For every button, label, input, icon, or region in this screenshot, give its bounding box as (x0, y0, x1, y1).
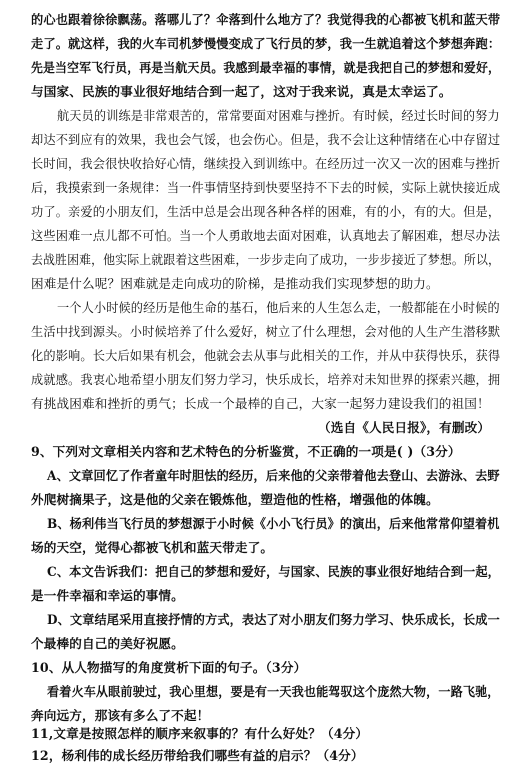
passage-line: 生活中找到源头。小时候培养了什么爱好，树立了什么理想，会对他的人生产生潜移默 (31, 324, 501, 339)
passage-line: 去战胜困难，他实际上就跟着这些困难，一步步走向了成功，一步步接近了梦想。所以， (31, 252, 501, 267)
passage-line: 困难是什么呢？困难就是走向成功的阶梯，是推动我们实现梦想的助力。 (31, 276, 439, 291)
passage-line: 后，我摸索到一条规律：当一件事情坚持到快要坚持不下去的时候，实际上就快接近成 (31, 180, 501, 195)
source-citation: （选自《人民日报》，有删改） (318, 420, 491, 435)
option-a: A、文章回忆了作者童年时胆怯的经历，后来他的父亲带着他去登山、去游泳、去野 (47, 468, 500, 483)
option-d: D、文章结尾采用直接抒情的方式，表达了对小朋友们努力学习、快乐成长，长成一 (47, 612, 500, 627)
passage-line: 航天员的训练是非常艰苦的，常常要面对困难与挫折。有时候，经过长时间的努力 (57, 108, 500, 123)
passage-line: 先是当空军飞行员，再是当航天员。我感到最幸福的事情，就是我把自己的梦想和爱好， (31, 60, 501, 75)
question-10-stem: 10、从人物描写的角度赏析下面的句子。（3分） (31, 660, 307, 675)
passage-line: 却达不到应有的效果，我也会气馁，也会伤心。但是，我不会让这种情绪在心中存留过 (31, 132, 501, 147)
option-b: B、杨利伟当飞行员的梦想源于小时候《小小飞行员》的演出，后来他常常仰望着机 (47, 516, 500, 531)
option-c: C、本文告诉我们：把自己的梦想和爱好，与国家、民族的事业很好地结合到一起， (47, 564, 500, 579)
option-d: 个最棒的自己的美好祝愿。 (31, 636, 184, 651)
question-9-stem: 9、下列对文章相关内容和艺术特色的分析鉴赏，不正确的一项是( )（3分） (31, 444, 461, 459)
passage-line: 的心也跟着徐徐飘荡。落哪儿了？伞落到什么地方了？我觉得我的心都被飞机和蓝天带 (31, 12, 501, 27)
passage-line: 有挑战困难和挫折的勇气；长成一个最棒的自己，大家一起努力建设我们的祖国！ (31, 396, 490, 411)
option-a: 外爬树摘果子，这是他的父亲在锻炼他，塑造他的性格，增强他的体魄。 (31, 492, 439, 507)
passage-line: 功了。亲爱的小朋友们，生活中总是会出现各种各样的困难，有的小，有的大。但是， (31, 204, 501, 219)
question-12: 12，杨利伟的成长经历带给我们哪些有益的启示？（4分） (31, 748, 364, 763)
passage-line: 化的影响。长大后如果有机会，他就会去从事与此相关的工作，并从中获得快乐，获得 (31, 348, 501, 363)
passage-line: 走了。就这样，我的火车司机梦慢慢变成了飞行员的梦，我一生就追着这个梦想奔跑： (31, 36, 501, 51)
passage-line: 与国家、民族的事业很好地结合到一起了，这对于我来说，真是太幸运了。 (31, 84, 452, 99)
question-10-quote: 看着火车从眼前驶过，我心里想，要是有一天我也能驾驭这个庞然大物，一路飞驰， (47, 684, 500, 699)
question-11: 11,文章是按照怎样的顺序来叙事的？有什么好处？（4分） (31, 726, 369, 741)
passage-line: 长时间，我会很快收拾好心情，继续投入到训练中。在经历过一次又一次的困难与挫折 (31, 156, 501, 171)
passage-line: 成就感。我衷心地希望小朋友们努力学习，快乐成长，培养对未知世界的探索兴趣，拥 (31, 372, 501, 387)
passage-line: 一个人小时候的经历是他生命的基石，他后来的人生怎么走，一般都能在小时候的 (57, 300, 500, 315)
question-10-quote: 奔向远方，那该有多么了不起！ (31, 708, 210, 723)
passage-line: 这些困难一点儿都不可怕。当一个人勇敢地去面对困难，认真地去了解困难，想尽办法 (31, 228, 501, 243)
option-c: 是一件幸福和幸运的事情。 (31, 588, 184, 603)
option-b: 场的天空，觉得心都被飞机和蓝天带走了。 (31, 540, 274, 555)
